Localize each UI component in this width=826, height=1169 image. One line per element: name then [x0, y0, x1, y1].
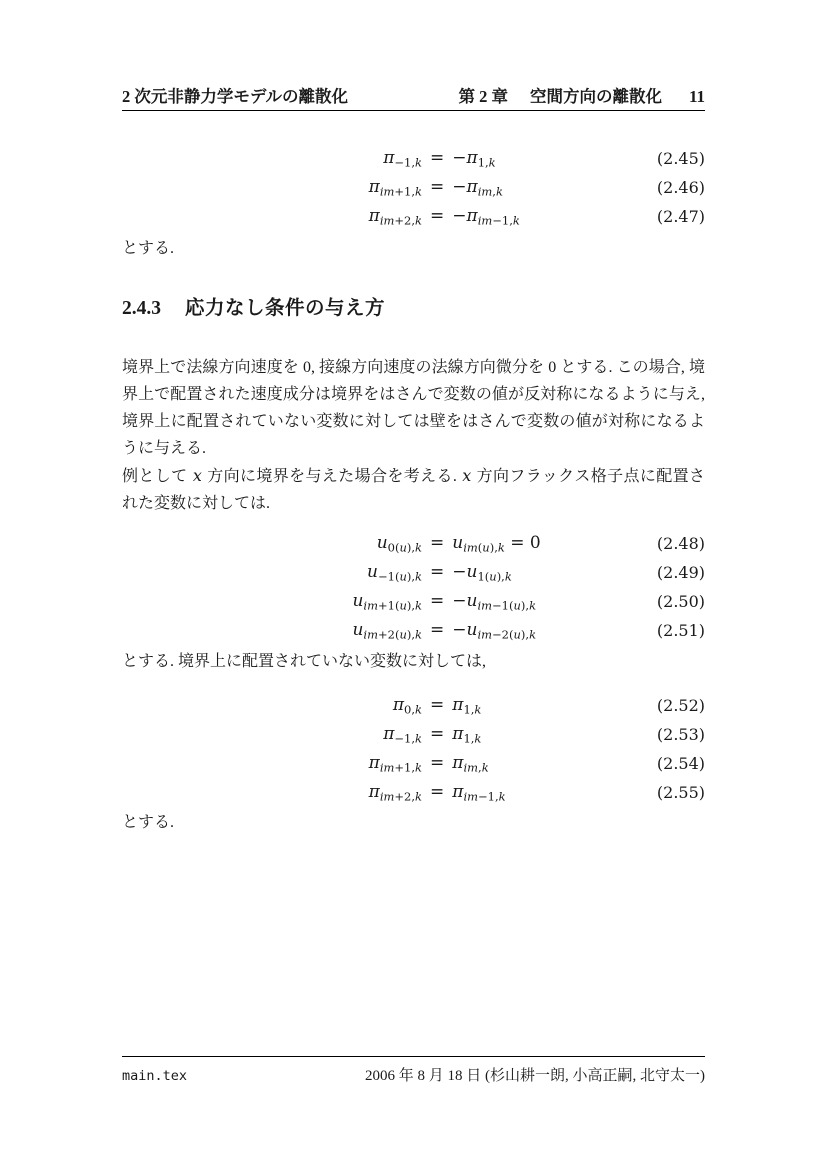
equation-number: (2.52) — [656, 696, 705, 715]
equation-lhs: $\pi_{im+2,k}$ — [368, 782, 422, 804]
equation-lhs: $u_{im+2(u),k}$ — [352, 620, 422, 642]
equation-lhs: $u_{im+1(u),k}$ — [352, 591, 422, 613]
paragraph-body-2: 例として x 方向に境界を与えた場合を考える. x 方向フラックス格子点に配置された変数に対しては. — [122, 466, 705, 512]
page-header — [122, 88, 705, 111]
equation-number: (2.54) — [656, 754, 705, 773]
equation-lhs: $\pi_{-1,k}$ — [383, 148, 422, 170]
header-chapter-label: 第 2 章 — [458, 87, 508, 106]
equation-rhs: $\pi_{1,k}$ — [452, 695, 482, 717]
equation-number: (2.49) — [656, 563, 705, 582]
equation-rhs: $\pi_{im-1,k}$ — [452, 782, 506, 804]
footer-date-authors: 2006 年 8 月 18 日 (杉山耕一朗, 小高正嗣, 北守太一) — [365, 1068, 705, 1084]
equals-sign: = — [430, 148, 445, 168]
paragraph-tosuru-1: とする. — [122, 240, 175, 257]
equation-lhs: $u_{0(u),k}$ — [376, 533, 422, 555]
equation-rhs: $u_{im(u),k} = 0$ — [452, 533, 541, 555]
equation-rhs: $-\pi_{1,k}$ — [452, 148, 496, 170]
equals-sign: = — [430, 724, 445, 744]
equation-rhs: $-u_{im-1(u),k}$ — [452, 591, 537, 613]
equals-sign: = — [430, 620, 445, 640]
equation-rhs: $\pi_{im,k}$ — [452, 753, 489, 775]
equation-rhs: $-u_{im-2(u),k}$ — [452, 620, 537, 642]
page-number: 11 — [688, 87, 705, 106]
equals-sign: = — [430, 695, 445, 715]
equation-lhs: $\pi_{im+1,k}$ — [368, 177, 422, 199]
equation-group-3 — [122, 691, 705, 807]
equation-number: (2.50) — [656, 592, 705, 611]
paragraph-body-1: 境界上で法線方向速度を 0, 接線方向速度の法線方向微分を 0 とする. この場合, 境界上で配置された速度成分は境界をはさんで変数の値が反対称になるように与え, 境界上に配置されていない変数に対しては壁をはさんで変数の値が対称になるように与える. — [122, 359, 705, 457]
equals-sign: = — [430, 177, 445, 197]
equation-number: (2.46) — [656, 178, 705, 197]
equation-lhs: $\pi_{im+2,k}$ — [368, 206, 422, 228]
page-footer — [122, 1056, 705, 1085]
equals-sign: = — [430, 782, 445, 802]
equation-number: (2.48) — [656, 534, 705, 553]
equation-number: (2.47) — [656, 207, 705, 226]
header-chapter-info — [458, 88, 705, 105]
section-title: 応力なし条件の与え方 — [185, 297, 386, 319]
section-heading — [122, 295, 705, 322]
equation-rhs: $-u_{1(u),k}$ — [452, 562, 512, 584]
equals-sign: = — [430, 533, 445, 553]
equals-sign: = — [430, 753, 445, 773]
equation-rhs: $-\pi_{im-1,k}$ — [452, 206, 520, 228]
equation-group-1 — [122, 144, 705, 231]
header-section-slug: 2 次元非静力学モデルの離散化 — [122, 87, 349, 106]
section-number: 2.4.3 — [122, 298, 161, 319]
equation-rhs: $-\pi_{im,k}$ — [452, 177, 503, 199]
equation-number: (2.51) — [656, 621, 705, 640]
equals-sign: = — [430, 562, 445, 582]
paragraph-tosuru-2: とする. 境界上に配置されていない変数に対しては, — [122, 653, 487, 670]
equation-group-2 — [122, 529, 705, 645]
equals-sign: = — [430, 206, 445, 226]
footer-filename: main.tex — [122, 1068, 188, 1084]
equals-sign: = — [430, 591, 445, 611]
equation-number: (2.45) — [656, 149, 705, 168]
equation-lhs: $\pi_{0,k}$ — [392, 695, 422, 717]
equation-number: (2.55) — [656, 783, 705, 802]
equation-number: (2.53) — [656, 725, 705, 744]
equation-rhs: $\pi_{1,k}$ — [452, 724, 482, 746]
paragraph-tosuru-3: とする. — [122, 814, 175, 831]
equation-lhs: $\pi_{im+1,k}$ — [368, 753, 422, 775]
equation-lhs: $u_{-1(u),k}$ — [367, 562, 422, 584]
header-chapter-title: 空間方向の離散化 — [529, 87, 662, 106]
equation-lhs: $\pi_{-1,k}$ — [383, 724, 422, 746]
